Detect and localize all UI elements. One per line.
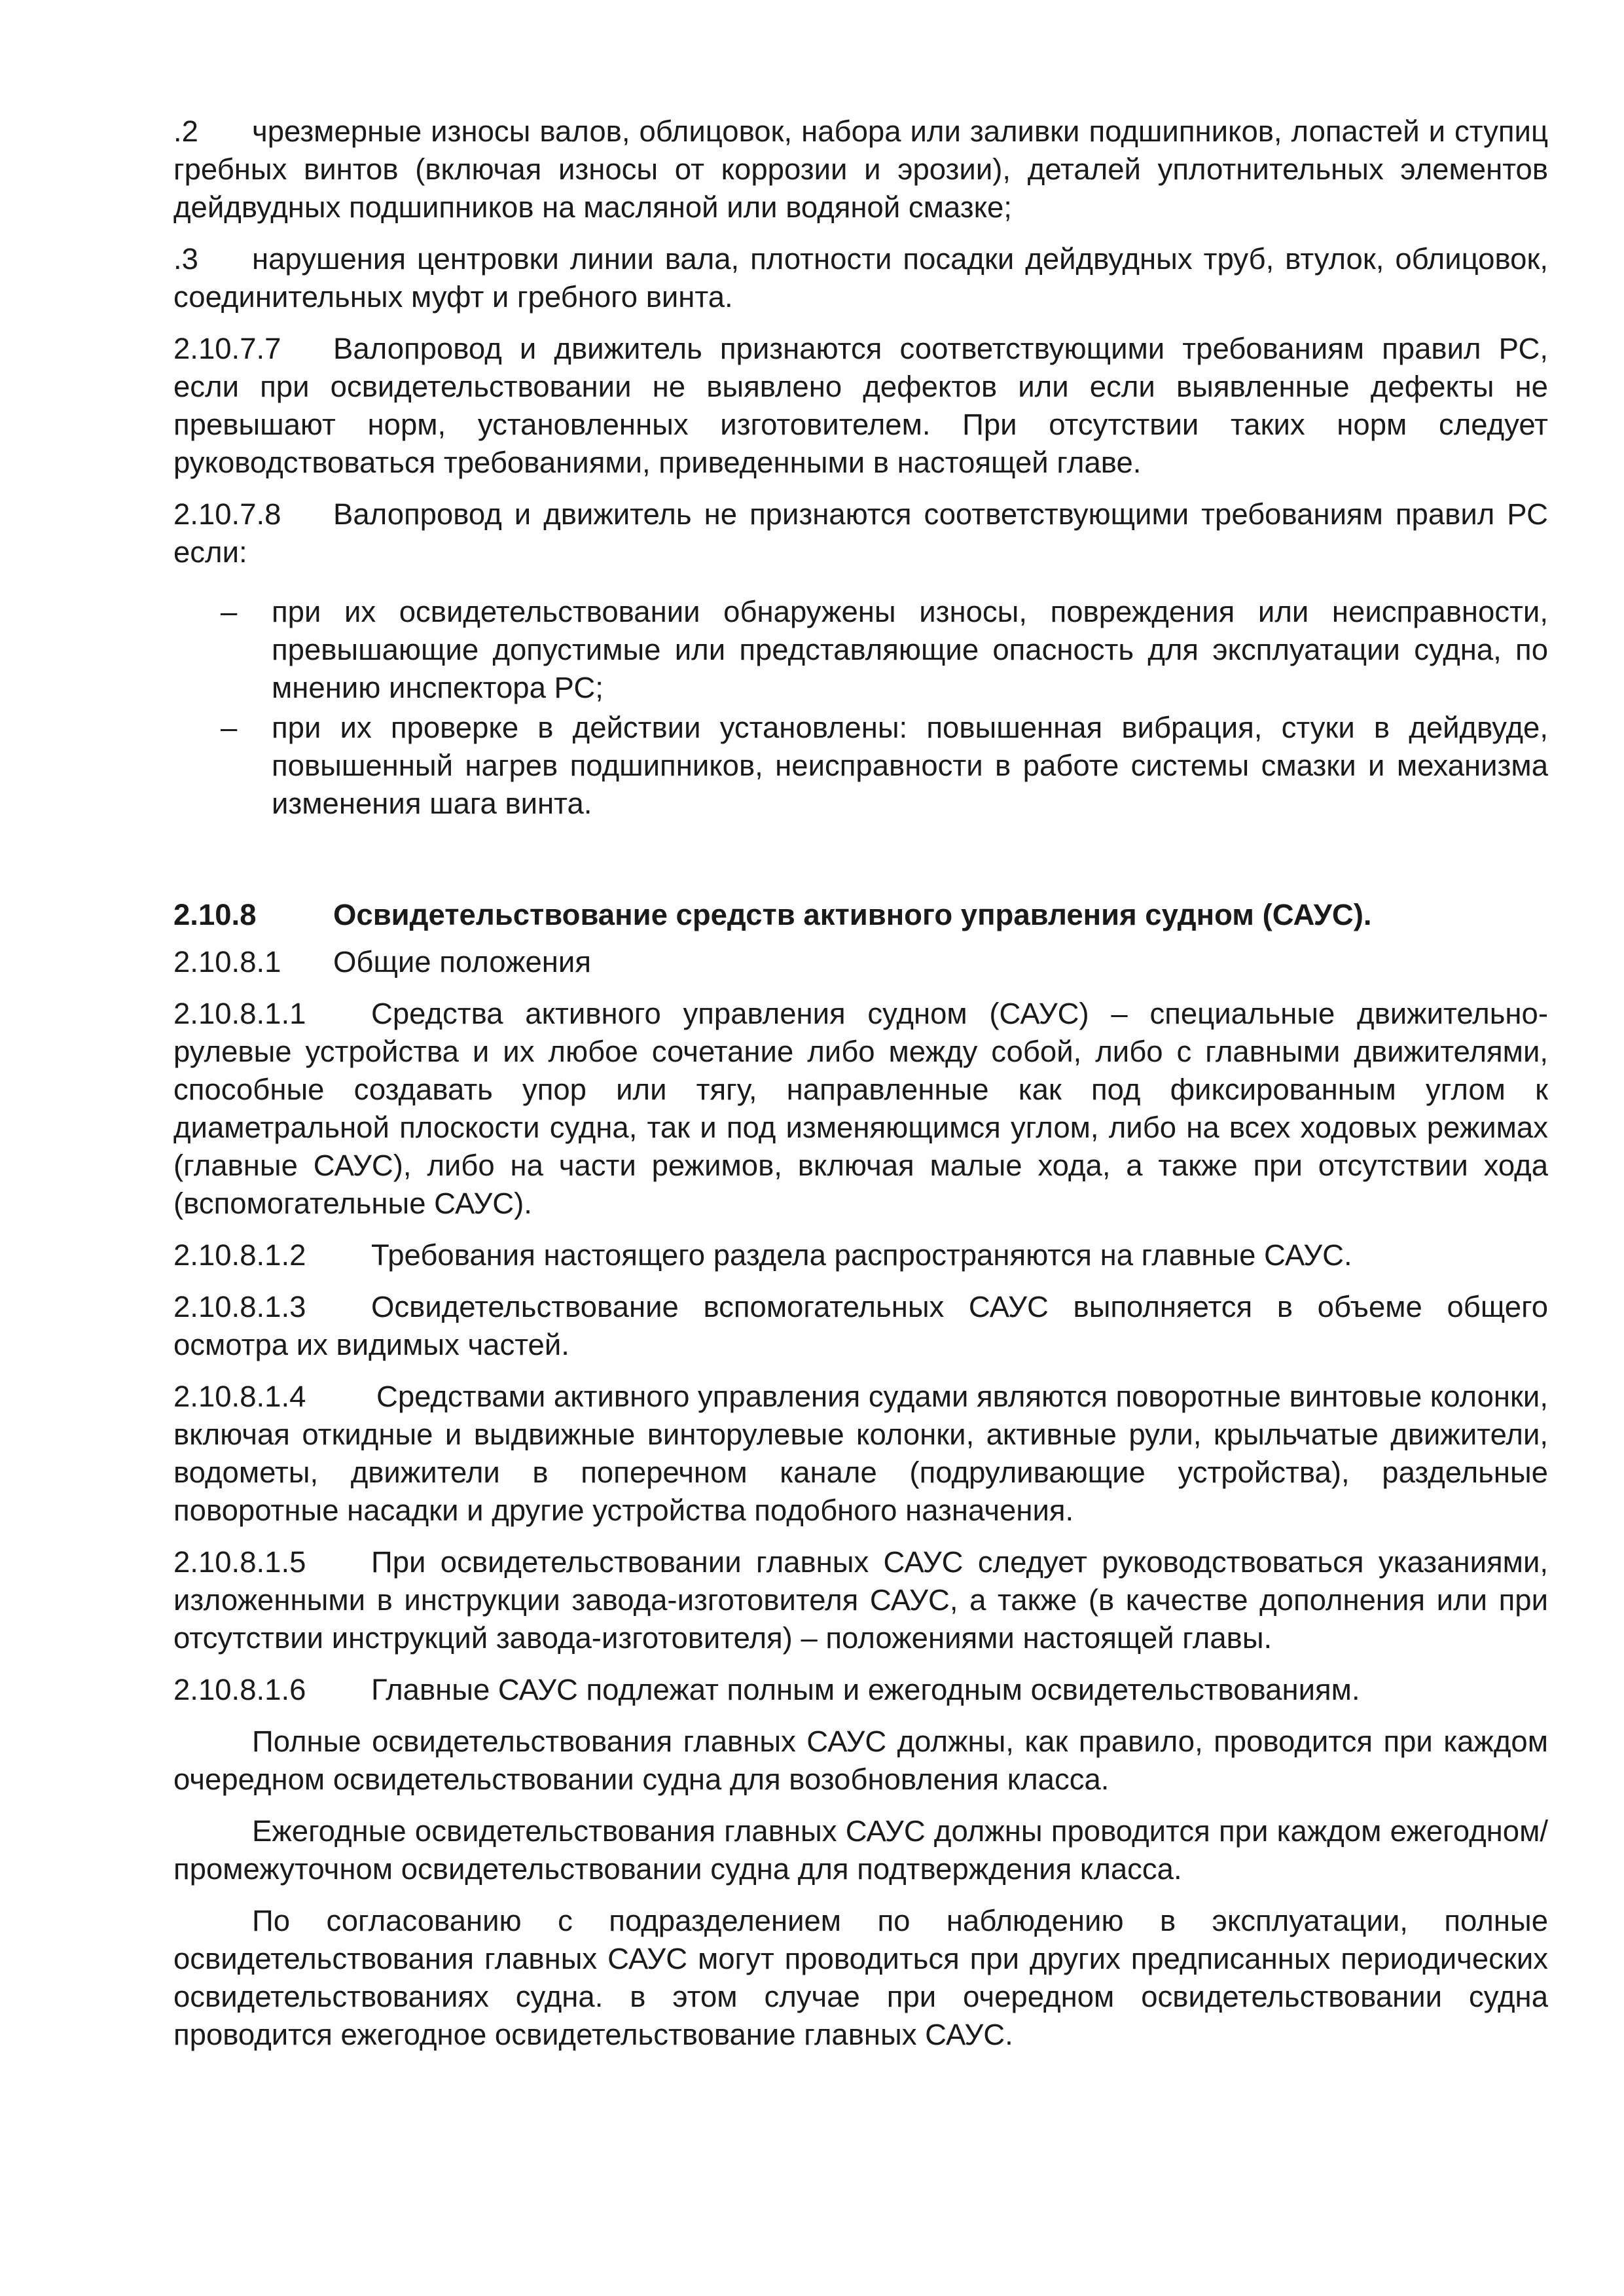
subsection-title: Общие положения (333, 945, 591, 978)
clause-item (173, 495, 1548, 571)
clause-text: Освидетельствование вспомогательных САУС выполняется в объеме общего осмотра их видимых частей. (173, 1290, 1548, 1361)
clause-item (173, 995, 1548, 1223)
section-heading (173, 896, 1548, 934)
clause-item (173, 1378, 1548, 1530)
clause-item (173, 1288, 1548, 1364)
clause-number: 2.10.8.1.5 (173, 1545, 306, 1579)
list-item-text: при их проверке в действии установлены: повышенная вибрация, стуки в дейдвуде, повышенный нагрев подшипников, неисправности в работе системы смазки и механизма изменения шага винта. (272, 711, 1548, 820)
clause-number: 2.10.8.1.3 (173, 1290, 306, 1323)
clause-number: 2.10.8.1.1 (173, 997, 306, 1030)
clause-item (173, 330, 1548, 482)
clause-number: .2 (173, 115, 198, 148)
clause-item (173, 1671, 1548, 1709)
clause-number: 2.10.8.1.2 (173, 1238, 306, 1272)
clause-item (173, 1543, 1548, 1657)
clause-text: Валопровод и движитель признаются соответствующими требованиям правил РС, если при освидетельствовании не выявлено дефектов или если выявленные дефекты не превышают норм, установленных изготовителем. При отсутствии таких норм следует руководствоваться требованиями, приведенными в настоящей главе. (173, 332, 1548, 479)
body-paragraph: Полные освидетельствования главных САУС должны, как правило, проводится при каждом очередном освидетельствовании судна для возобновления класса. (173, 1725, 1548, 1796)
clause-text: нарушения центровки линии вала, плотности посадки дейдвудных труб, втулок, облицовок, соединительных муфт и гребного винта. (173, 242, 1548, 314)
dash-list (173, 593, 1548, 823)
list-item (173, 709, 1548, 823)
clause-item (173, 1236, 1548, 1274)
subsection-number: 2.10.8.1 (173, 945, 281, 978)
section-number: 2.10.8 (173, 898, 257, 931)
clause-number: 2.10.7.8 (173, 497, 281, 531)
clause-number: 2.10.8.1.4 (173, 1380, 306, 1413)
body-paragraph: По согласованию с подразделением по наблюдению в эксплуатации, полные освидетельствования главных САУС могут проводиться при других предписанных периодических освидетельствованиях судна. в этом случае при очередном освидетельствовании судна проводится ежегодное освидетельствование главных САУС. (173, 1904, 1548, 2051)
clause-item (173, 113, 1548, 226)
list-item-text: при их освидетельствовании обнаружены износы, повреждения или неисправности, превышающие допустимые или представляющие опасность для эксплуатации судна, по мнению инспектора РС; (272, 595, 1548, 704)
clause-number: 2.10.7.7 (173, 332, 281, 365)
clause-text: Средствами активного управления судами являются поворотные винтовые колонки, включая откидные и выдвижные винторулевые колонки, активные рули, крыльчатые движители, водометы, движители в поперечном канале (подруливающие устройства), раздельные поворотные насадки и другие устройства подобного назначения. (173, 1380, 1548, 1527)
clause-text: Требования настоящего раздела распространяются на главные САУС. (371, 1238, 1352, 1272)
document-page (173, 113, 1548, 2068)
subsection-heading (173, 943, 1548, 981)
clause-number: 2.10.8.1.6 (173, 1673, 306, 1706)
clause-text: Средства активного управления судном (САУС) – специальные движительно-рулевые устройства и их любое сочетание либо между собой, либо с главными движителями, способные создавать упор или тягу, направленные как под фиксированным углом к диаметральной плоскости судна, так и под изменяющимся углом, либо на всех ходовых режимах (главные САУС), либо на части режимов, включая малые хода, а также при отсутствии хода (вспомогательные САУС). (173, 997, 1548, 1220)
body-paragraph: Ежегодные освидетельствования главных САУС должны проводится при каждом ежегодном/промежуточном освидетельствовании судна для подтверждения класса. (173, 1814, 1548, 1886)
dash-bullet: – (221, 595, 238, 628)
clause-text: При освидетельствовании главных САУС следует руководствоваться указаниями, изложенными в инструкции завода-изготовителя САУС, а также (в качестве дополнения или при отсутствии инструкций завода-изготовителя) – положениями настоящей главы. (173, 1545, 1548, 1655)
list-item (173, 593, 1548, 707)
clause-number: .3 (173, 242, 198, 276)
section-title: Освидетельствование средств активного управления судном (САУС). (333, 898, 1372, 931)
clause-text: чрезмерные износы валов, облицовок, набора или заливки подшипников, лопастей и ступиц гребных винтов (включая износы от коррозии и эрозии), деталей уплотнительных элементов дейдвудных подшипников на масляной или водяной смазке; (173, 115, 1548, 224)
dash-bullet: – (221, 711, 238, 744)
clause-text: Валопровод и движитель не признаются соответствующими требованиям правил РС если: (173, 497, 1548, 569)
clause-text: Главные САУС подлежат полным и ежегодным освидетельствованиям. (371, 1673, 1360, 1706)
clause-item (173, 240, 1548, 316)
